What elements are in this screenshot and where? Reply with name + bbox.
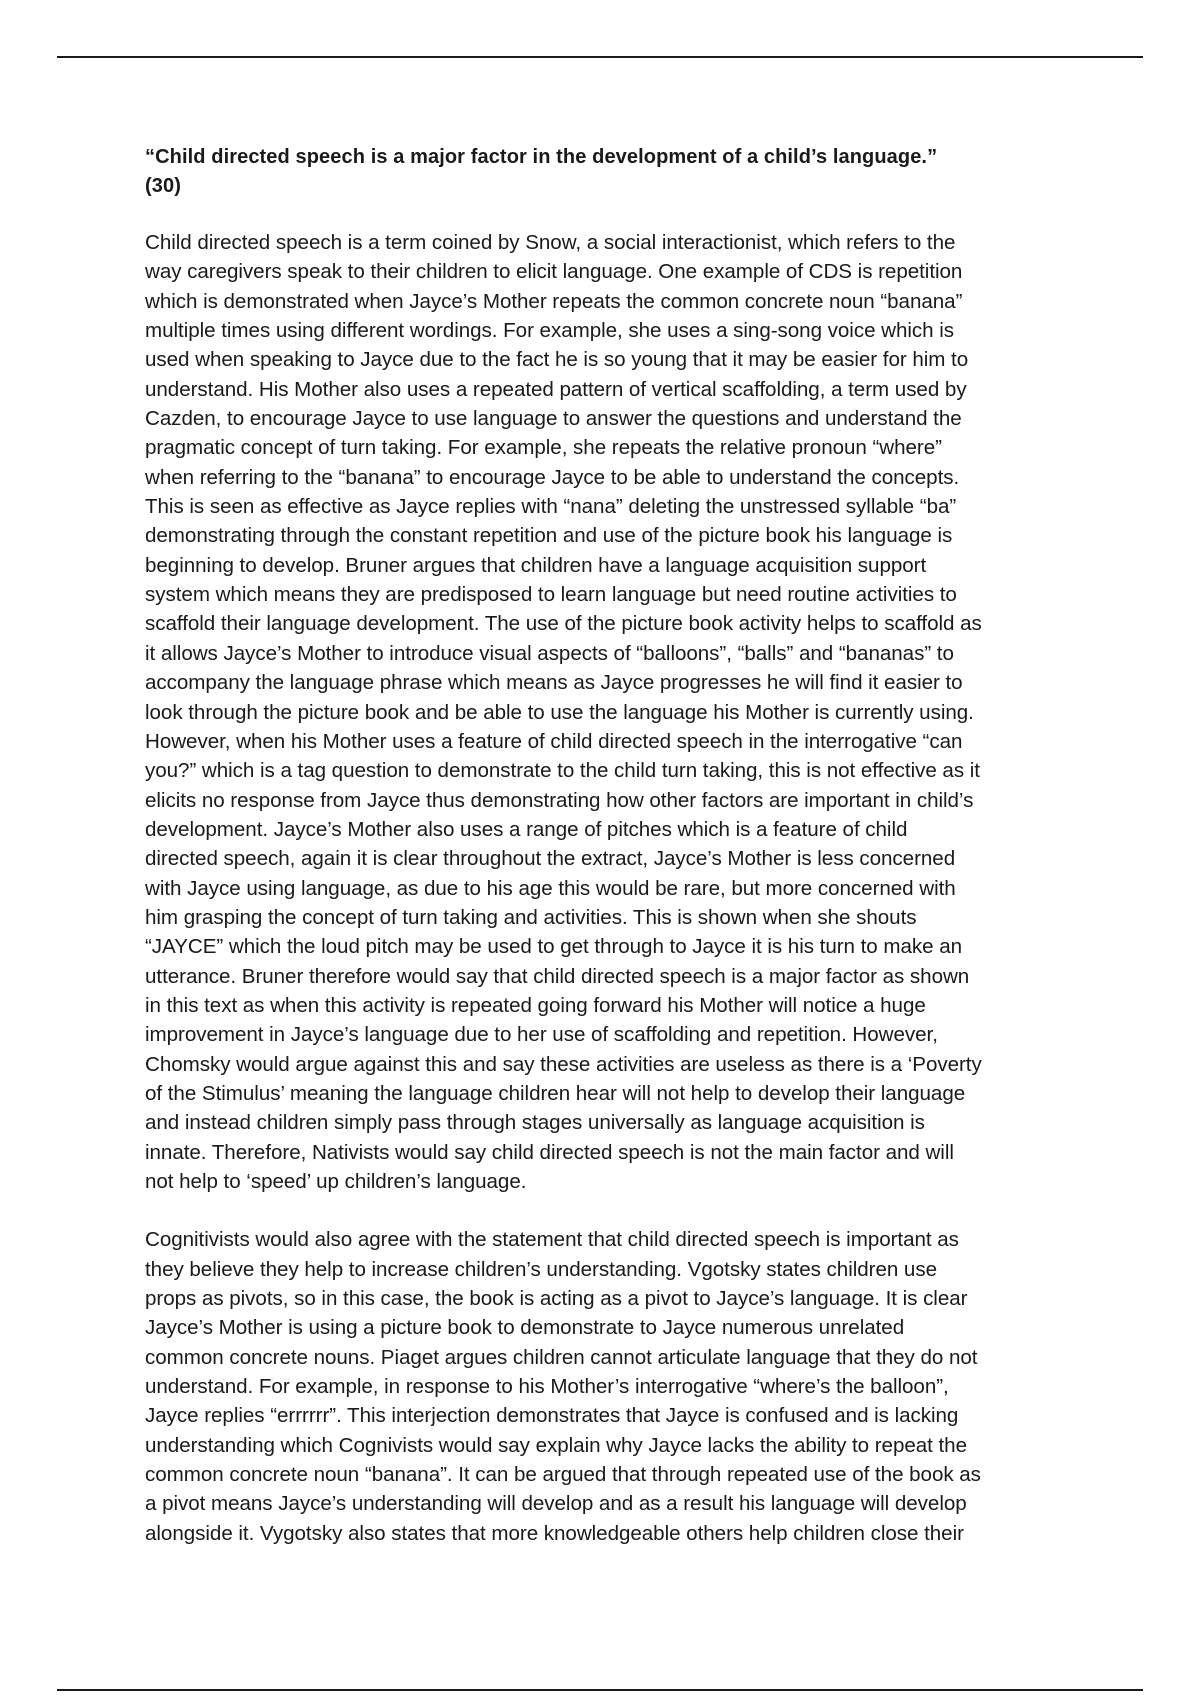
bottom-rule: [57, 1689, 1143, 1691]
paragraph-line: elicits no response from Jayce thus demonstrating how other factors are important in child’s: [145, 788, 974, 812]
paragraph-line: way caregivers speak to their children to elicit language. One example of CDS is repetition: [145, 260, 963, 284]
paragraph-line: However, when his Mother uses a feature of child directed speech in the interrogative “can: [145, 729, 963, 753]
paragraph-1: [145, 228, 1075, 1196]
paragraph-line: of the Stimulus’ meaning the language children hear will not help to develop their language: [145, 1081, 966, 1105]
paragraph-line: system which means they are predisposed to learn language but need routine activities to: [145, 583, 957, 607]
paragraph-line: demonstrating through the constant repetition and use of the picture book his language is: [145, 524, 953, 548]
paragraph-line: utterance. Bruner therefore would say that child directed speech is a major factor as shown: [145, 964, 970, 988]
essay-question: [145, 143, 1075, 200]
paragraph-line: props as pivots, so in this case, the book is acting as a pivot to Jayce’s language. It is clear: [145, 1287, 968, 1311]
paragraph-line: they believe they help to increase children’s understanding. Vgotsky states children use: [145, 1257, 937, 1281]
document-body: [145, 143, 1075, 1577]
paragraph-line: used when speaking to Jayce due to the fact he is so young that it may be easier for him to: [145, 348, 969, 372]
paragraph-line: scaffold their language development. The use of the picture book activity helps to scaffold as: [145, 612, 982, 636]
paragraph-line: innate. Therefore, Nativists would say child directed speech is not the main factor and will: [145, 1140, 954, 1164]
paragraph-line: and instead children simply pass through stages universally as language acquisition is: [145, 1111, 925, 1135]
paragraph-line: Cazden, to encourage Jayce to use language to answer the questions and understand the: [145, 407, 962, 431]
paragraph-line: understanding which Cognivists would say explain why Jayce lacks the ability to repeat the: [145, 1433, 967, 1457]
paragraph-line: pragmatic concept of turn taking. For example, she repeats the relative pronoun “where”: [145, 436, 942, 460]
paragraph-line: in this text as when this activity is repeated going forward his Mother will notice a huge: [145, 993, 926, 1017]
paragraph-line: a pivot means Jayce’s understanding will develop and as a result his language will develop: [145, 1492, 967, 1516]
paragraph-line: when referring to the “banana” to encourage Jayce to be able to understand the concepts.: [145, 465, 960, 489]
paragraph-line: look through the picture book and be able to use the language his Mother is currently using.: [145, 700, 974, 724]
paragraph-line: This is seen as effective as Jayce replies with “nana” deleting the unstressed syllable “ba”: [145, 495, 957, 519]
paragraph-line: understand. His Mother also uses a repeated pattern of vertical scaffolding, a term used by: [145, 377, 967, 401]
paragraph-line: Jayce replies “errrrrr”. This interjection demonstrates that Jayce is confused and is lacking: [145, 1404, 959, 1428]
top-rule: [57, 56, 1143, 58]
paragraph-line: multiple times using different wordings. For example, she uses a sing-song voice which is: [145, 319, 955, 343]
essay-question-marks: (30): [145, 174, 181, 197]
paragraph-line: you?” which is a tag question to demonstrate to the child turn taking, this is not effective as it: [145, 759, 980, 783]
paragraph-line: understand. For example, in response to his Mother’s interrogative “where’s the balloon”,: [145, 1375, 949, 1399]
paragraph-line: Chomsky would argue against this and say these activities are useless as there is a ‘Poverty: [145, 1052, 982, 1076]
paragraph-line: alongside it. Vygotsky also states that more knowledgeable others help children close their: [145, 1521, 964, 1545]
paragraph-line: “JAYCE” which the loud pitch may be used to get through to Jayce it is his turn to make an: [145, 935, 962, 959]
paragraph-line: with Jayce using language, as due to his age this would be rare, but more concerned with: [145, 876, 956, 900]
paragraph-line: Jayce’s Mother is using a picture book to demonstrate to Jayce numerous unrelated: [145, 1316, 905, 1340]
paragraph-line: which is demonstrated when Jayce’s Mother repeats the common concrete noun “banana”: [145, 289, 963, 313]
paragraph-line: him grasping the concept of turn taking and activities. This is shown when she shouts: [145, 905, 917, 929]
paragraph-line: accompany the language phrase which means as Jayce progresses he will find it easier to: [145, 671, 963, 695]
paragraph-line: Child directed speech is a term coined by Snow, a social interactionist, which refers to the: [145, 231, 956, 254]
paragraph-line: common concrete noun “banana”. It can be argued that through repeated use of the book as: [145, 1463, 981, 1487]
paragraph-line: common concrete nouns. Piaget argues children cannot articulate language that they do not: [145, 1345, 978, 1369]
paragraph-line: improvement in Jayce’s language due to her use of scaffolding and repetition. However,: [145, 1023, 938, 1047]
paragraph-line: it allows Jayce’s Mother to introduce visual aspects of “balloons”, “balls” and “bananas” to: [145, 641, 954, 665]
paragraph-line: beginning to develop. Bruner argues that children have a language acquisition support: [145, 553, 927, 577]
paragraph-line: not help to ‘speed’ up children’s language.: [145, 1170, 527, 1193]
paragraph-2: [145, 1225, 1075, 1548]
essay-question-line: “Child directed speech is a major factor in the development of a child’s language.”: [145, 146, 938, 168]
paragraph-line: development. Jayce’s Mother also uses a range of pitches which is a feature of child: [145, 817, 908, 841]
paragraph-line: Cognitivists would also agree with the statement that child directed speech is important as: [145, 1228, 959, 1252]
paragraph-line: directed speech, again it is clear throughout the extract, Jayce’s Mother is less concerned: [145, 847, 956, 871]
